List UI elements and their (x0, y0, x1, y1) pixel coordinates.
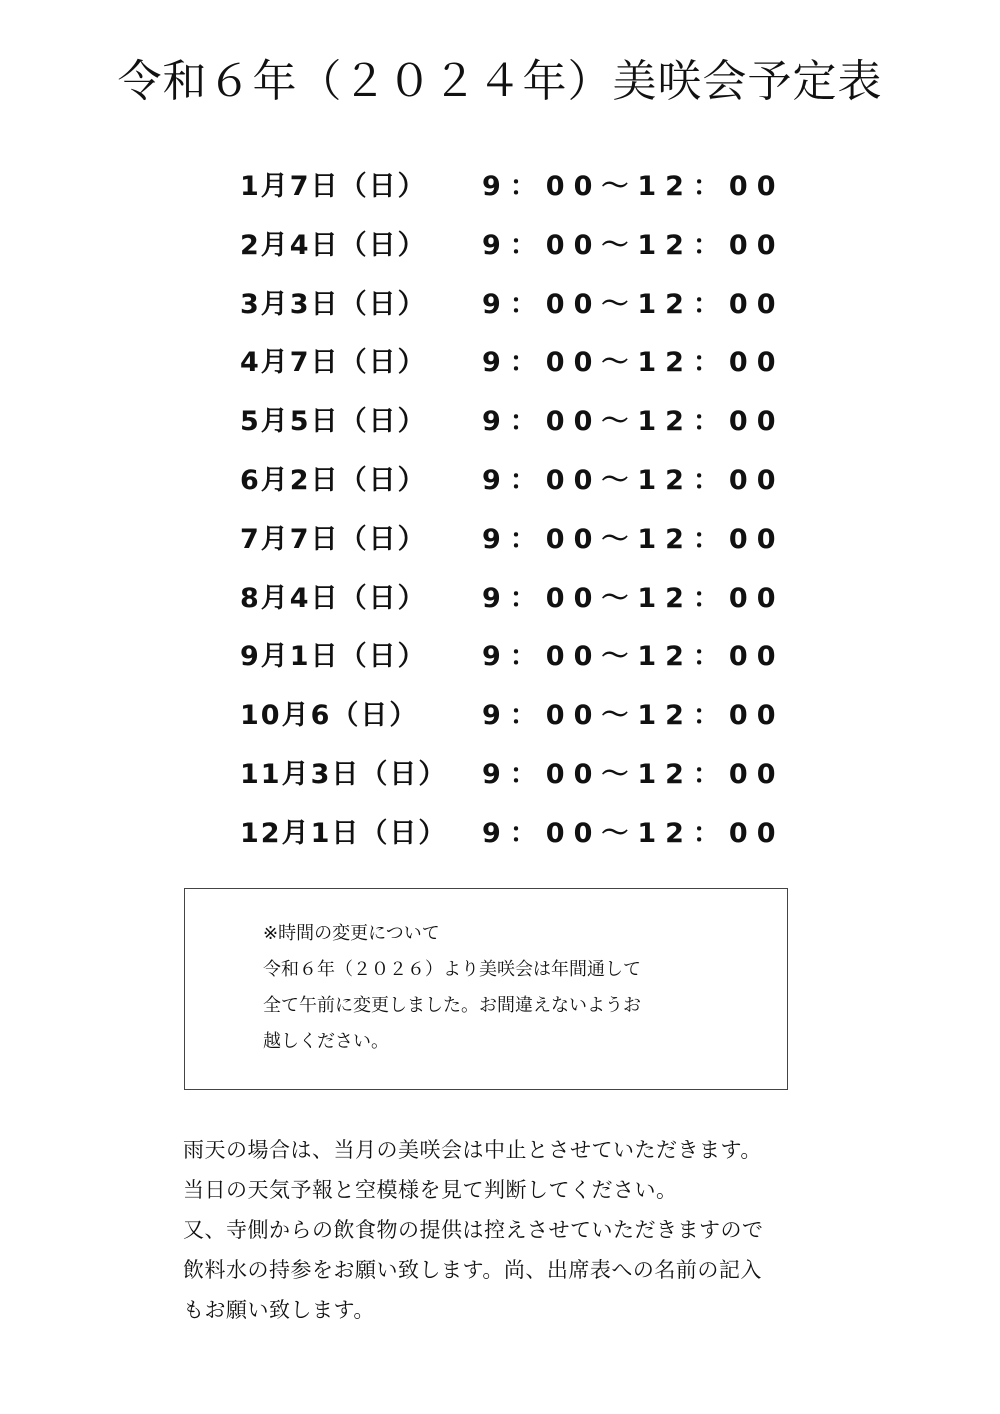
schedule-time: 9：00〜12：00 (482, 758, 785, 790)
schedule-row (240, 452, 800, 511)
notice-box (184, 888, 788, 1090)
schedule-time: 9：00〜12：00 (482, 700, 785, 732)
schedule-date: 11月3日（日） (240, 758, 448, 790)
schedule-time: 9：00〜12：00 (482, 582, 785, 614)
schedule-date: 7月7日（日） (240, 523, 427, 555)
page-title: 令和６年（２０２４年）美咲会予定表 (117, 56, 883, 107)
footer-notes (183, 1130, 903, 1330)
footer-line: 又、寺側からの飲食物の提供は控えさせていただきますので (183, 1218, 764, 1242)
schedule-date: 9月1日（日） (240, 641, 427, 673)
schedule-row (240, 746, 800, 805)
schedule-time: 9：00〜12：00 (482, 288, 785, 320)
footer-line: 当日の天気予報と空模様を見て判断してください。 (183, 1178, 678, 1202)
schedule-time: 9：00〜12：00 (482, 464, 785, 496)
schedule-row (240, 276, 800, 335)
schedule-time: 9：00〜12：00 (482, 641, 785, 673)
schedule-date: 6月2日（日） (240, 464, 427, 496)
schedule-date: 4月7日（日） (240, 347, 427, 379)
schedule-time: 9：00〜12：00 (482, 406, 785, 438)
schedule-date: 2月4日（日） (240, 229, 427, 261)
schedule-date: 12月1日（日） (240, 817, 448, 849)
schedule-list (240, 158, 800, 864)
footer-line: もお願い致します。 (183, 1298, 375, 1322)
schedule-row (240, 687, 800, 746)
schedule-row (240, 158, 800, 217)
schedule-row (240, 217, 800, 276)
schedule-row (240, 334, 800, 393)
schedule-time: 9：00〜12：00 (482, 171, 785, 202)
notice-line: 令和６年（２０２６）より美咲会は年間通して (263, 959, 641, 980)
schedule-time: 9：00〜12：00 (482, 229, 785, 261)
notice-line: ※時間の変更について (263, 923, 440, 944)
schedule-date: 8月4日（日） (240, 582, 427, 614)
schedule-time: 9：00〜12：00 (482, 817, 785, 849)
schedule-date: 3月3日（日） (240, 288, 427, 320)
schedule-row (240, 570, 800, 629)
notice-text (263, 916, 763, 1060)
schedule-time: 9：00〜12：00 (482, 523, 785, 555)
schedule-row (240, 628, 800, 687)
schedule-date: 5月5日（日） (240, 406, 427, 438)
notice-line: 全て午前に変更しました。お間違えないようお (263, 995, 641, 1016)
schedule-row (240, 393, 800, 452)
footer-line: 飲料水の持参をお願い致します。尚、出席表への名前の記入 (183, 1258, 762, 1282)
notice-line: 越しください。 (263, 1031, 389, 1052)
footer-line: 雨天の場合は、当月の美咲会は中止とさせていただきます。 (183, 1138, 762, 1162)
schedule-row (240, 805, 800, 864)
schedule-time: 9：00〜12：00 (482, 347, 785, 379)
schedule-row (240, 511, 800, 570)
schedule-date: 1月7日（日） (240, 171, 427, 202)
schedule-date: 10月6（日） (240, 700, 419, 732)
